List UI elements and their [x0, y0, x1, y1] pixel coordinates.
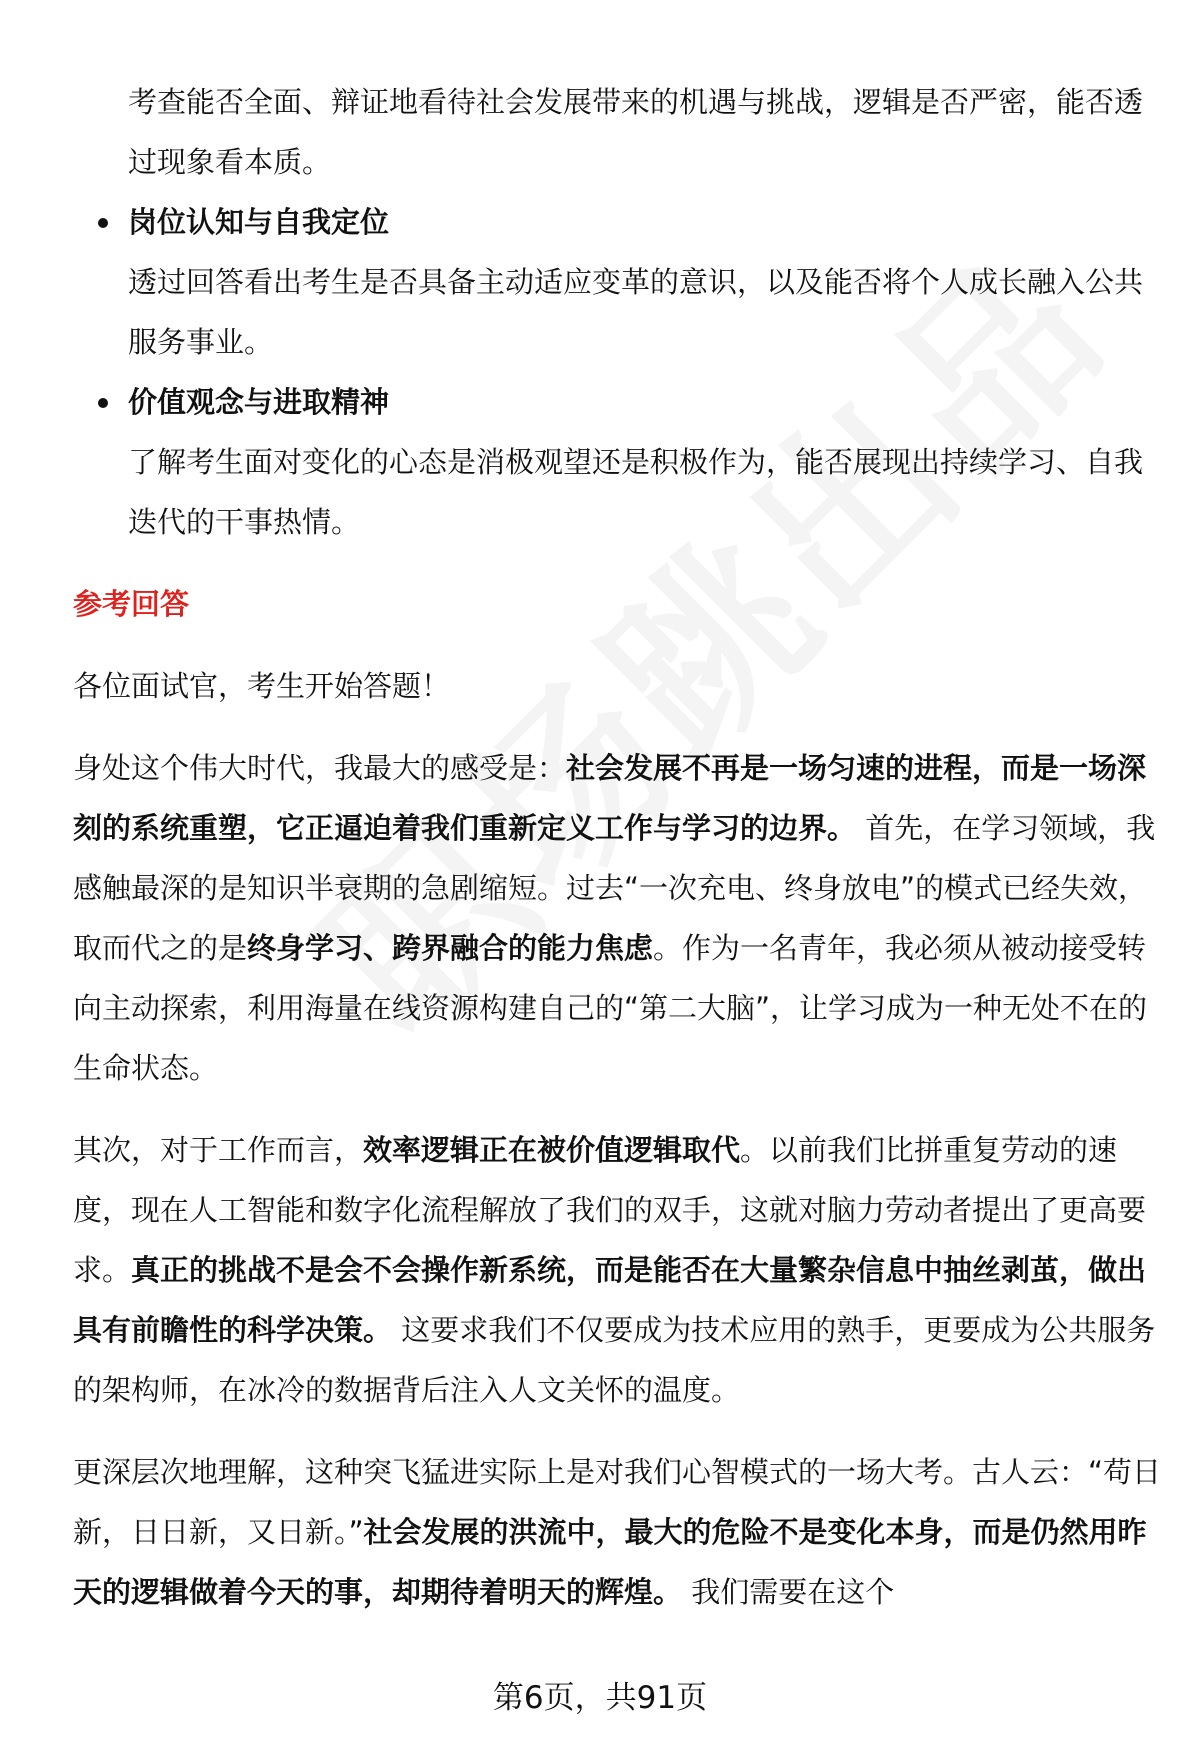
text-run: 身处这个伟大时代，我最大的感受是： — [73, 751, 567, 785]
section-title: 参考回答 — [73, 587, 190, 621]
text-run: 这要求我们不仅要成为技术应用的熟手，更要成为公共服务的架构师，在冰冷的数据背后注入人文关怀的温度。 — [73, 1313, 1156, 1407]
bullet-item — [73, 192, 1163, 372]
text-run: 其次，对于工作而言， — [73, 1133, 364, 1167]
answer-paragraph-1 — [73, 738, 1163, 1098]
answer-opening: 各位面试官，考生开始答题！ — [73, 669, 451, 703]
bullet-title-text: 岗位认知与自我定位 — [128, 205, 390, 239]
bullet-title — [128, 192, 1163, 252]
intro-text: 考查能否全面、辩证地看待社会发展带来的机遇与挑战，逻辑是否严密，能否透过现象看本质。 — [128, 85, 1144, 179]
bold-text-run: 社会发展不再是一场匀速的进程，而是一场深刻的系统重塑，它正逼迫着我们重新定义工作与学习的边界。 — [73, 751, 1147, 845]
text-run: 。作为一名青年，我必须从被动接受转向主动探索，利用海量在线资源构建自己的“第二大脑”，让学习成为一种无处不在的生命状态。 — [73, 931, 1148, 1085]
bullet-dot-icon — [98, 218, 108, 228]
answer-paragraph-2 — [73, 1120, 1163, 1420]
bullet-title-text: 价值观念与进取精神 — [128, 385, 390, 419]
intro-block — [73, 72, 1163, 192]
text-run: 更深层次地理解，这种突飞猛进实际上是对我们心智模式的一场大考。古人云：“苟日新，日日新，又日新。” — [73, 1455, 1162, 1549]
text-run: 我们需要在这个 — [682, 1575, 895, 1609]
document-body — [73, 72, 1163, 1644]
text-run: 首先，在学习领域，我感触最深的是知识半衰期的急剧缩短。过去“一次充电、终身放电”的模式已经失效，取而代之的是 — [73, 811, 1156, 965]
bold-text-run: 终身学习、跨界融合的能力焦虑 — [247, 931, 654, 965]
bold-text-run: 社会发展的洪流中，最大的危险不是变化本身，而是仍然用昨天的逻辑做着今天的事，却期待着明天的辉煌。 — [73, 1515, 1147, 1609]
bold-text-run: 真正的挑战不是会不会操作新系统，而是能否在大量繁杂信息中抽丝剥茧，做出具有前瞻性的科学决策。 — [73, 1253, 1147, 1347]
text-run: 。以前我们比拼重复劳动的速度，现在人工智能和数字化流程解放了我们的双手，这就对脑力劳动者提出了更高要求。 — [73, 1133, 1147, 1287]
bullet-item — [73, 372, 1163, 552]
bullet-text: 了解考生面对变化的心态是消极观望还是积极作为，能否展现出持续学习、自我迭代的干事热情。 — [128, 445, 1144, 539]
answer-paragraph-3 — [73, 1442, 1163, 1622]
bullet-text: 透过回答看出考生是否具备主动适应变革的意识，以及能否将个人成长融入公共服务事业。 — [128, 265, 1144, 359]
bullet-title — [128, 372, 1163, 432]
bullet-dot-icon — [98, 398, 108, 408]
bold-text-run: 效率逻辑正在被价值逻辑取代 — [363, 1133, 741, 1167]
page-number: 第6页，共91页 — [492, 1680, 708, 1716]
